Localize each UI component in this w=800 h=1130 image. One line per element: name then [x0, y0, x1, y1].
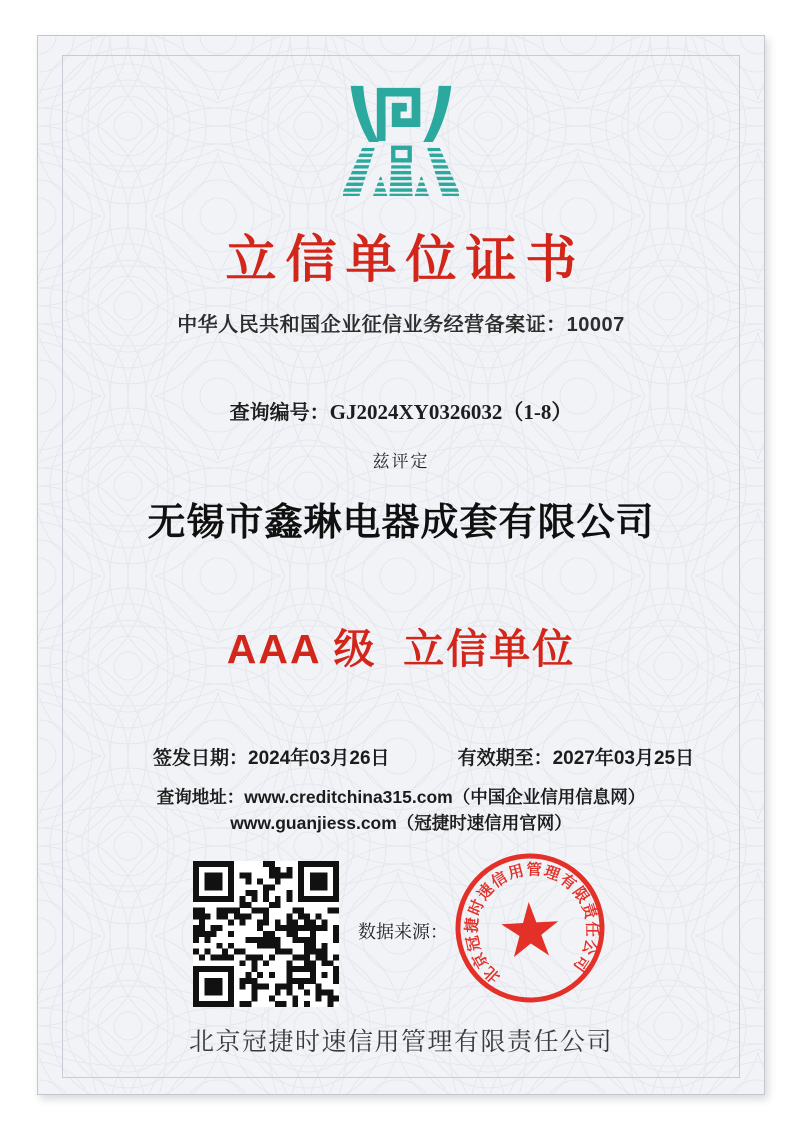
issue-date	[153, 743, 390, 770]
company-name: 无锡市鑫琳电器成套有限公司	[147, 502, 655, 544]
query-address-url1: www.creditchina315.com（中国企业信用信息网）	[244, 787, 646, 807]
valid-until-label: 有效期至：	[457, 748, 553, 769]
query-number-line	[38, 396, 764, 426]
valid-until-value: 2027年03月25日	[552, 748, 695, 769]
dates-row	[153, 743, 694, 770]
certificate	[37, 35, 765, 1095]
issuer-name: 北京冠捷时速信用管理有限责任公司	[188, 1028, 613, 1056]
query-number-value: GJ2024XY0326032（1-8）	[329, 400, 573, 424]
issue-date-value: 2024年03月26日	[248, 748, 390, 769]
query-number-label: 查询编号：	[229, 402, 330, 424]
rating-text: AAA 级 立信单位	[226, 626, 576, 672]
guanjie-logo-icon	[343, 84, 459, 198]
issue-date-label: 签发日期：	[153, 748, 249, 769]
qr-code	[193, 861, 339, 1007]
query-address-line1	[38, 784, 764, 809]
valid-until	[458, 743, 695, 770]
company-seal-stamp	[448, 846, 612, 1010]
stamp-circular-text: 北京冠捷时速信用管理有限责任公司	[463, 861, 601, 986]
hereby-text: 兹评定	[372, 452, 430, 471]
query-address-line2: www.guanjiess.com（冠捷时速信用官网）	[230, 813, 572, 833]
certificate-title: 立信单位证书	[225, 231, 586, 288]
data-source-label: 数据来源：	[358, 922, 448, 942]
record-number-line: 中华人民共和国企业征信业务经营备案证：10007	[177, 314, 625, 336]
query-address-label: 查询地址：	[156, 787, 245, 807]
